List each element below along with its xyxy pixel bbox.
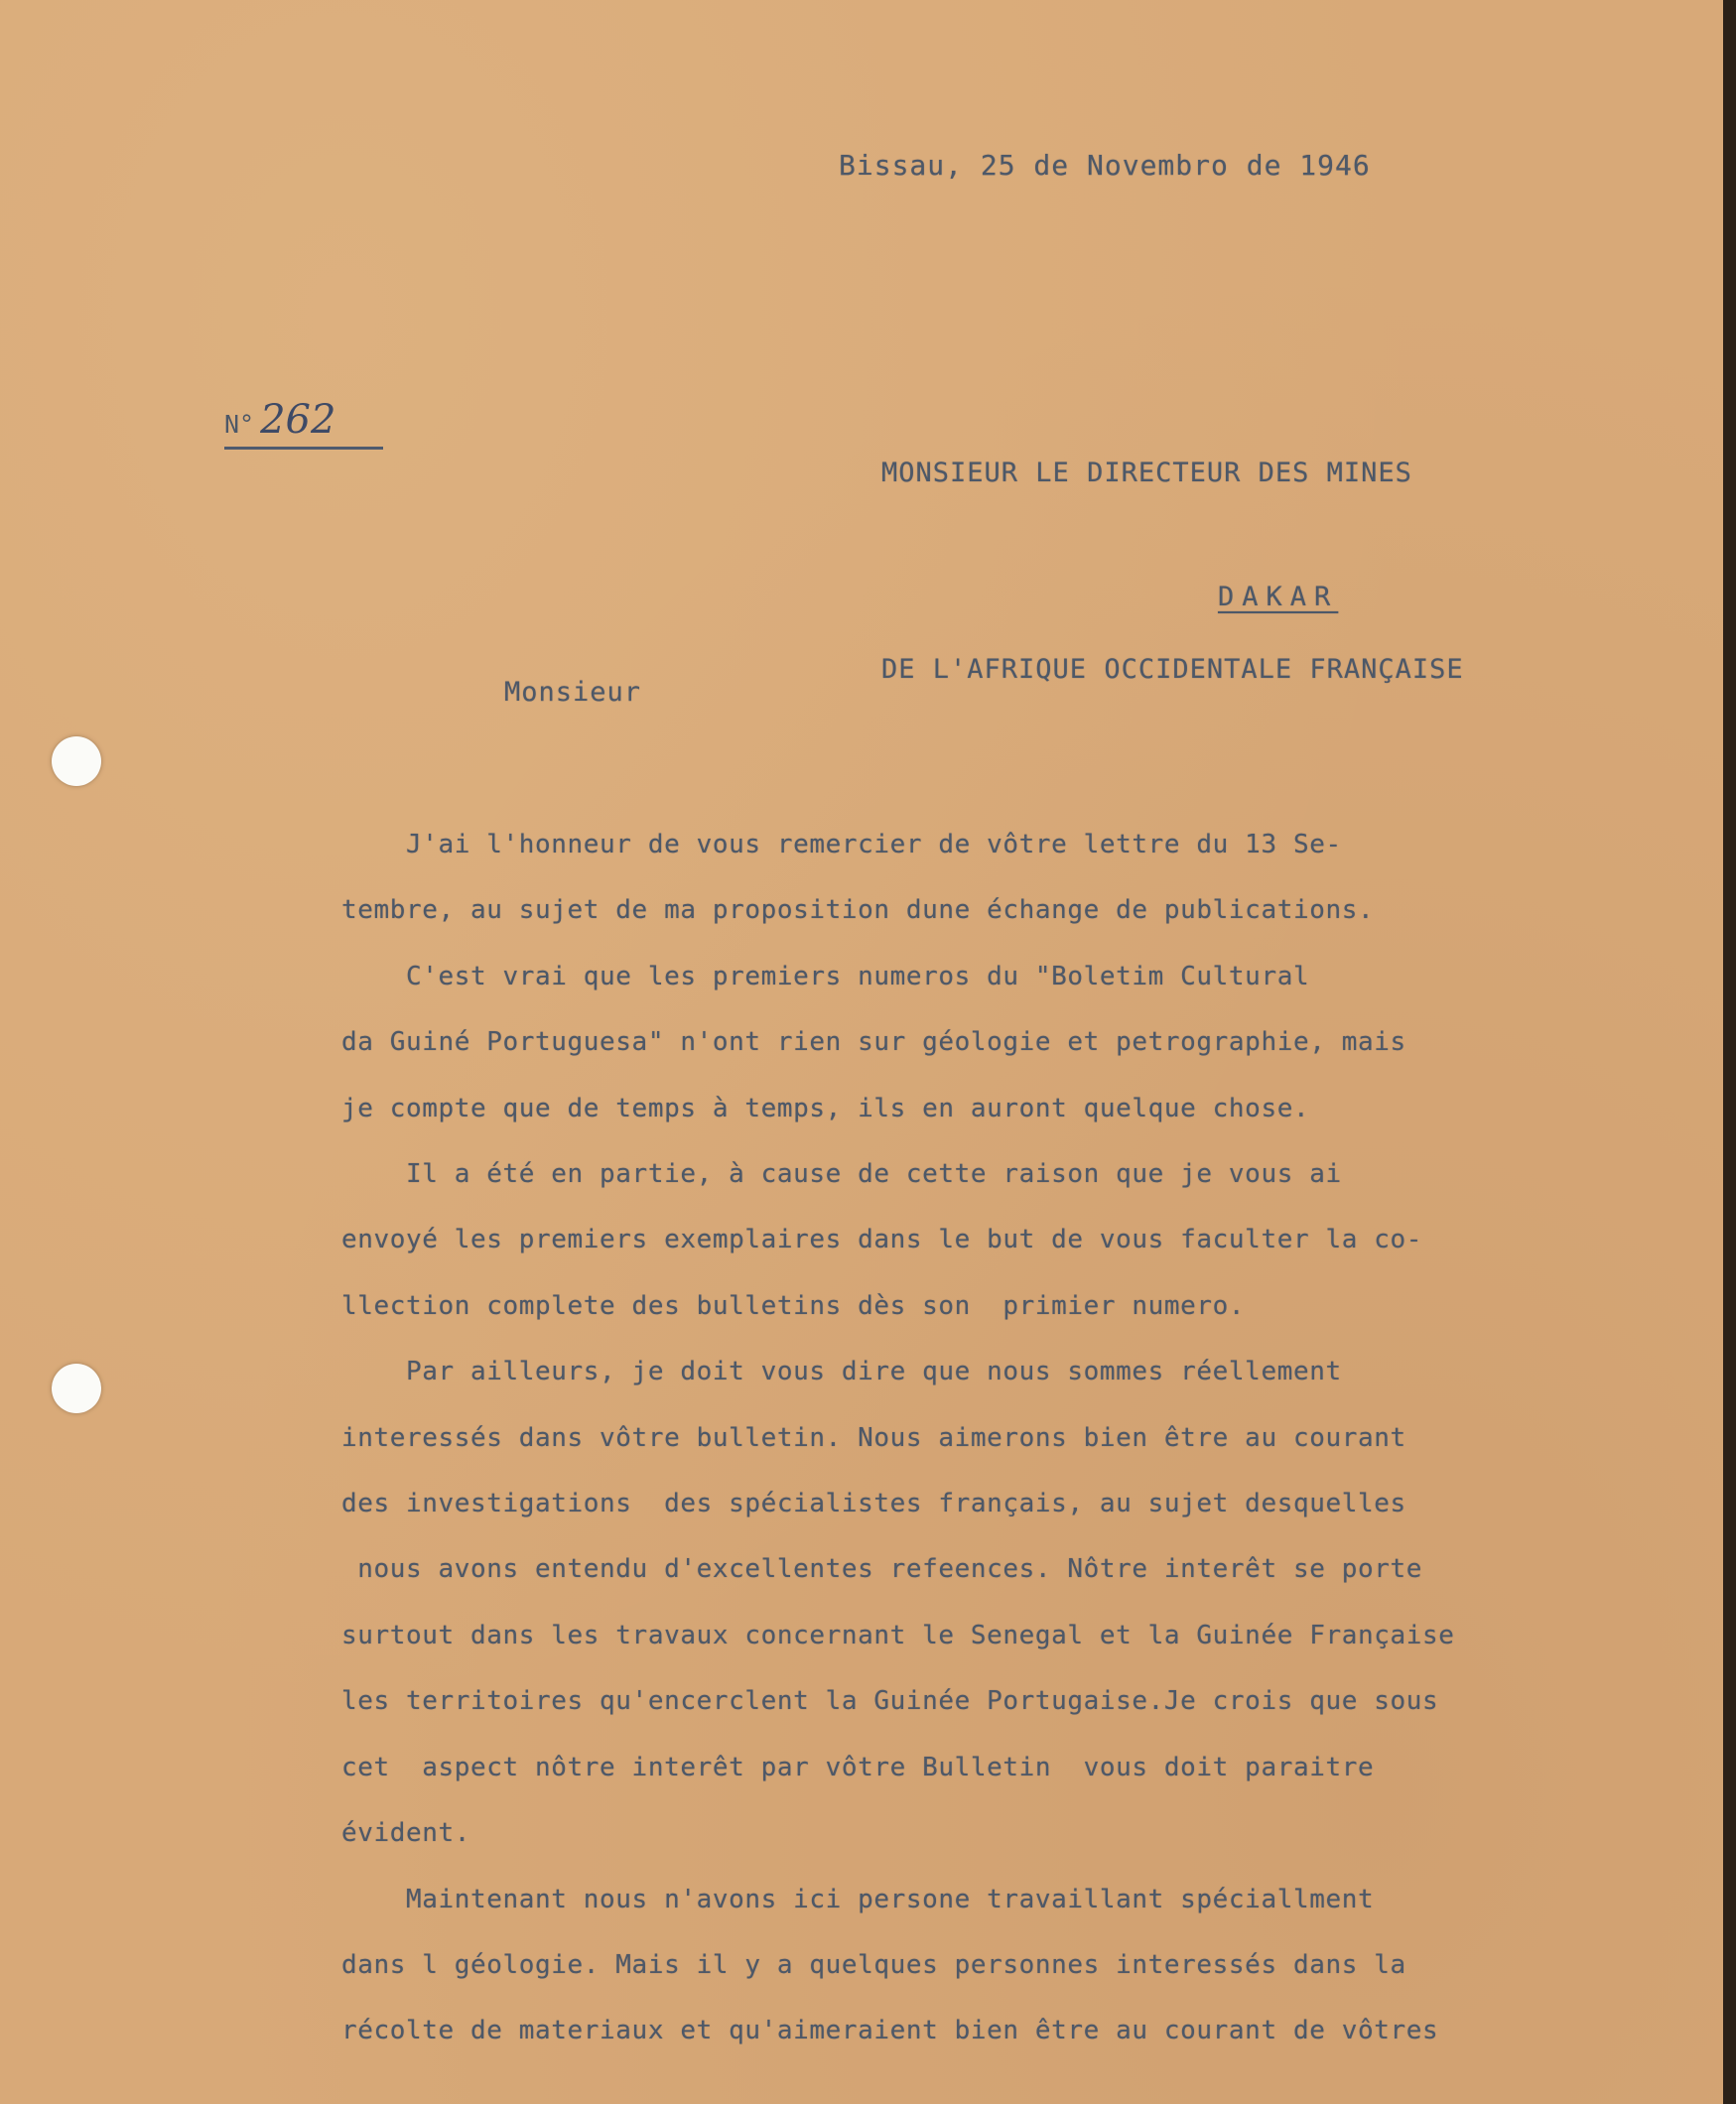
body-line: les territoires qu'encerclent la Guinée Portugaise.Je crois que sous	[341, 1686, 1439, 1717]
body-line: Par ailleurs, je doit vous dire que nous sommes réellement	[341, 1357, 1342, 1387]
recipient-line: MONSIEUR LE DIRECTEUR DES MINES	[881, 458, 1412, 488]
body-line: évident.	[341, 1818, 471, 1849]
punch-hole	[52, 736, 101, 786]
recipient-city: DAKAR	[1218, 582, 1339, 612]
scan-edge	[1723, 0, 1736, 2104]
letter-body	[341, 812, 1701, 2064]
body-line: dans l géologie. Mais il y a quelques personnes interessés dans la	[341, 1949, 1406, 1980]
letter-date: Bissau, 25 de Novembro de 1946	[839, 149, 1371, 182]
punch-hole	[52, 1364, 101, 1413]
reference-number	[224, 397, 383, 450]
body-line: nous avons entendu d'excellentes refeences. Nôtre interêt se porte	[341, 1554, 1422, 1585]
recipient-line: DE L'AFRIQUE OCCIDENTALE FRANÇAISE	[881, 654, 1464, 685]
body-line: envoyé les premiers exemplaires dans le but de vous faculter la co-	[341, 1225, 1422, 1255]
recipient-address	[881, 310, 1464, 834]
body-line: da Guiné Portuguesa" n'ont rien sur géologie et petrographie, mais	[341, 1027, 1406, 1058]
reference-handwritten-number: 262	[260, 397, 336, 443]
body-line: llection complete des bulletins dès son primier numero.	[341, 1290, 1246, 1321]
body-line: Il a été en partie, à cause de cette raison que je vous ai	[341, 1159, 1342, 1190]
body-line: des investigations des spécialistes français, au sujet desquelles	[341, 1489, 1406, 1519]
body-line: Maintenant nous n'avons ici persone travaillant spéciallment	[341, 1884, 1375, 1914]
body-line: surtout dans les travaux concernant le Senegal et la Guinée Française	[341, 1620, 1455, 1650]
salutation: Monsieur	[504, 677, 642, 708]
body-line: C'est vrai que les premiers numeros du "Boletim Cultural	[341, 961, 1310, 991]
body-line: J'ai l'honneur de vous remercier de vôtre lettre du 13 Se-	[341, 830, 1342, 859]
reference-prefix: N°	[224, 410, 255, 439]
body-line: cet aspect nôtre interêt par vôtre Bulletin vous doit paraitre	[341, 1752, 1375, 1782]
body-line: tembre, au sujet de ma proposition dune échange de publications.	[341, 895, 1375, 926]
body-line: interessés dans vôtre bulletin. Nous aimerons bien être au courant	[341, 1422, 1406, 1453]
body-line: je compte que de temps à temps, ils en auront quelque chose.	[341, 1093, 1310, 1123]
body-line: récolte de materiaux et qu'aimeraient bien être au courant de vôtres	[341, 2016, 1439, 2046]
